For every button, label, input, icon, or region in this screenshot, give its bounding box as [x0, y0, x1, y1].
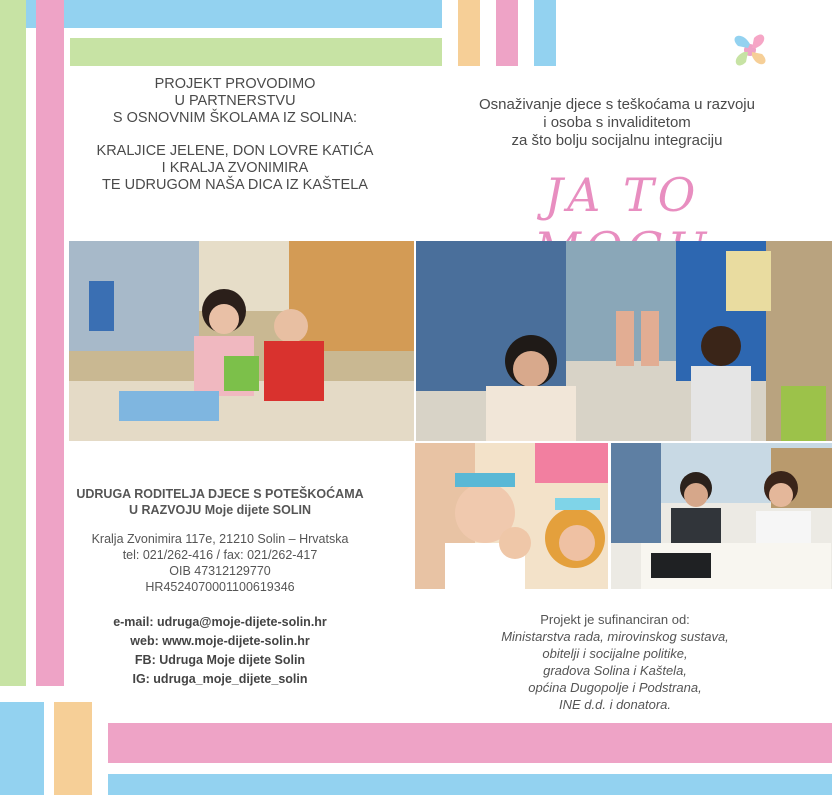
partnership-line-6: TE UDRUGOM NAŠA DICA IZ KAŠTELA — [102, 177, 368, 193]
top-orange-stripe — [458, 0, 480, 66]
org-address: Kralja Zvonimira 117e, 21210 Solin – Hrvatska — [91, 532, 349, 546]
organization-contacts — [60, 613, 380, 689]
project-slogan: JA TO — [544, 168, 700, 222]
photo-children-selfie — [415, 443, 608, 589]
bottom-blue-bar — [108, 774, 832, 795]
organization-name — [70, 486, 370, 518]
bottom-pink-bar — [108, 723, 832, 763]
org-email-link[interactable]: e-mail: udruga@moje-dijete-solin.hr — [113, 615, 327, 629]
cofinancing-block — [445, 611, 785, 713]
project-subtitle — [452, 96, 782, 150]
partnership-block — [60, 76, 410, 194]
bottom-blue-block — [0, 702, 44, 795]
cofinancing-line-5: INE d.d. i donatora. — [558, 697, 671, 712]
subtitle-line-3: za što bolju socijalnu integraciju — [511, 132, 723, 149]
partnership-line-2: U PARTNERSTVU — [174, 93, 296, 109]
bottom-orange-block — [54, 702, 92, 795]
top-green-bar — [70, 38, 442, 66]
subtitle-line-2: i osoba s invaliditetom — [543, 114, 691, 131]
partnership-line-1: PROJEKT PROVODIMO — [154, 76, 316, 92]
org-oib: OIB 47312129770 — [169, 564, 271, 578]
partnership-line-3: S OSNOVNIM ŠKOLAMA IZ SOLINA: — [112, 110, 358, 126]
cofinancing-heading: Projekt je sufinanciran od: — [540, 612, 690, 627]
cofinancing-line-3: gradova Solina i Kaštela, — [543, 663, 687, 678]
org-web-link[interactable]: web: www.moje-dijete-solin.hr — [130, 634, 310, 648]
org-facebook[interactable]: FB: Udruga Moje dijete Solin — [134, 653, 306, 667]
photo-high-five — [416, 241, 832, 441]
org-name-line-1: UDRUGA RODITELJA DJECE S POTEŠKOĆAMA — [76, 487, 364, 501]
photo-laptop-learning — [611, 443, 832, 589]
org-iban: HR4524070001100619346 — [145, 580, 295, 594]
partnership-line-4: KRALJICE JELENE, DON LOVRE KATIĆA — [96, 143, 374, 159]
photo-therapy-session — [69, 241, 414, 441]
subtitle-line-1: Osnaživanje djece s teškoćama u razvoju — [479, 96, 755, 113]
top-blue-stripe — [534, 0, 556, 66]
org-instagram[interactable]: IG: udruga_moje_dijete_solin — [132, 672, 308, 686]
top-pink-stripe — [496, 0, 518, 66]
cofinancing-line-4: općina Dugopolje i Podstrana, — [528, 680, 702, 695]
four-hearts-flower-logo-icon — [722, 22, 778, 78]
partnership-line-5: I KRALJA ZVONIMIRA — [161, 160, 309, 176]
cofinancing-line-1: Ministarstva rada, mirovinskog sustava, — [501, 629, 729, 644]
org-phone: tel: 021/262-416 / fax: 021/262-417 — [122, 548, 318, 562]
left-green-bar — [0, 0, 26, 686]
org-name-line-2: U RAZVOJU Moje dijete SOLIN — [129, 503, 311, 517]
cofinancing-line-2: obitelji i socijalne politike, — [542, 646, 688, 661]
top-blue-bar — [0, 0, 442, 28]
organization-address — [60, 531, 380, 595]
